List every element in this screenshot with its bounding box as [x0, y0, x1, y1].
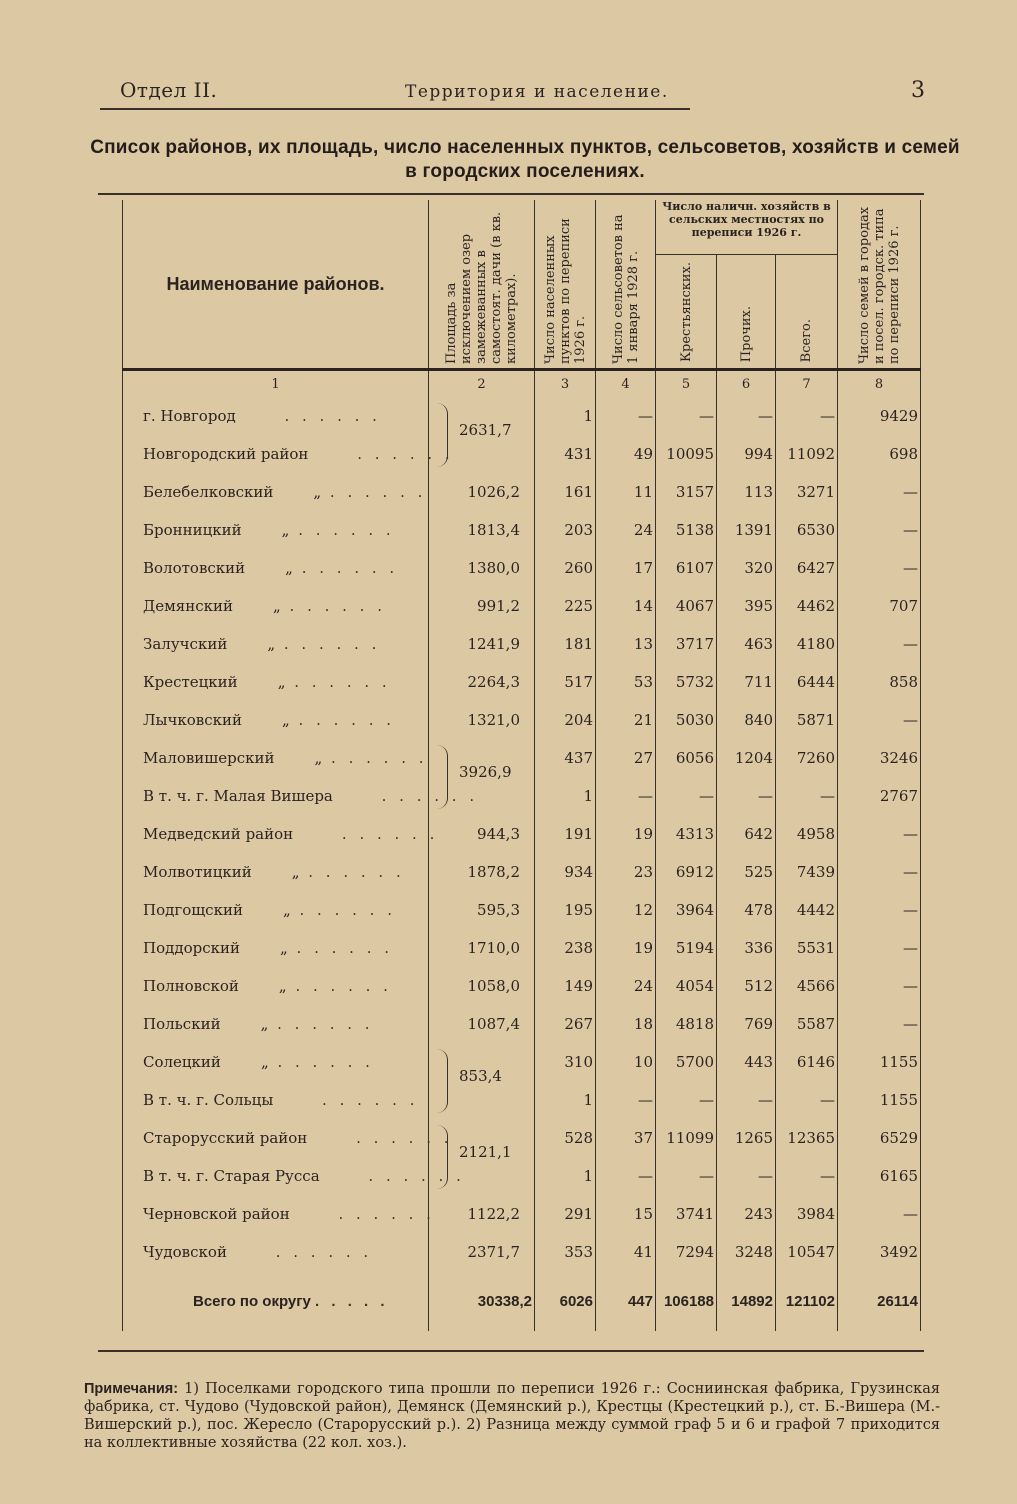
table-row — [123, 1233, 921, 1271]
table-row — [123, 625, 921, 663]
header-name: Наименование районов. — [123, 200, 429, 370]
district-name: Крестецкий „ . . . . . . — [123, 663, 429, 701]
cell-total: — — [776, 777, 838, 815]
cell-selsovets: 11 — [596, 473, 656, 511]
table-row — [123, 739, 921, 777]
cell-total: — — [776, 1157, 838, 1195]
table-row — [123, 587, 921, 625]
district-area: 1122,2 — [429, 1195, 535, 1233]
cell-selsovets: 19 — [596, 929, 656, 967]
cell-peasant: 6912 — [656, 853, 717, 891]
district-name: В т. ч. г. Сольцы . . . . . . — [123, 1081, 429, 1119]
cell-total: — — [776, 1081, 838, 1119]
header-settlements: Число населенных пунктов по переписи 1926 г. — [535, 200, 596, 370]
cell-selsovets: 10 — [596, 1043, 656, 1081]
cell-other: 642 — [717, 815, 776, 853]
district-area — [429, 1043, 535, 1085]
cell-selsovets: — — [596, 777, 656, 815]
cell-other: 478 — [717, 891, 776, 929]
cell-total: 3271 — [776, 473, 838, 511]
district-name: В т. ч. г. Старая Русса . . . . . . — [123, 1157, 429, 1195]
cell-other: 1204 — [717, 739, 776, 777]
district-area: 1058,0 — [429, 967, 535, 1005]
cell-other: 320 — [717, 549, 776, 587]
running-head — [100, 78, 925, 108]
cell-peasant: 5030 — [656, 701, 717, 739]
cell-peasant: 3741 — [656, 1195, 717, 1233]
cell-settlements: 203 — [535, 511, 596, 549]
cell-families: — — [838, 701, 921, 739]
district-area — [429, 1157, 535, 1195]
cell-other: 336 — [717, 929, 776, 967]
cell-other: 512 — [717, 967, 776, 1005]
district-area — [429, 1119, 535, 1161]
cell-families: — — [838, 1005, 921, 1043]
notes — [84, 1380, 940, 1452]
cell-total: 5871 — [776, 701, 838, 739]
table-row — [123, 929, 921, 967]
cell-selsovets: 19 — [596, 815, 656, 853]
cell-selsovets: 13 — [596, 625, 656, 663]
column-number: 3 — [535, 370, 596, 398]
cell-total: 7260 — [776, 739, 838, 777]
cell-peasant: 6056 — [656, 739, 717, 777]
cell-settlements: 934 — [535, 853, 596, 891]
cell-settlements: 260 — [535, 549, 596, 587]
cell-peasant: 5194 — [656, 929, 717, 967]
district-name: Волотовский „ . . . . . . — [123, 549, 429, 587]
cell-other: 769 — [717, 1005, 776, 1043]
cell-other: 840 — [717, 701, 776, 739]
cell-selsovets: — — [596, 1157, 656, 1195]
cell-settlements: 204 — [535, 701, 596, 739]
cell-total: 6444 — [776, 663, 838, 701]
cell-settlements: 353 — [535, 1233, 596, 1271]
braced-area-value: 2121,1 — [459, 1143, 512, 1161]
cell-settlements: 1 — [535, 1157, 596, 1195]
table-row — [123, 473, 921, 511]
cell-other: 243 — [717, 1195, 776, 1233]
cell-settlements: 225 — [535, 587, 596, 625]
district-name: Лычковский „ . . . . . . — [123, 701, 429, 739]
table-row — [123, 435, 921, 473]
cell-settlements: 191 — [535, 815, 596, 853]
cell-peasant: 3717 — [656, 625, 717, 663]
section-label: Отдел II. — [120, 78, 218, 102]
cell-selsovets: 17 — [596, 549, 656, 587]
page-number: 3 — [911, 78, 925, 103]
cell-total: 11092 — [776, 435, 838, 473]
cell-total: 4442 — [776, 891, 838, 929]
district-name: г. Новгород . . . . . . — [123, 397, 429, 435]
district-area: 595,3 — [429, 891, 535, 929]
district-area: 2371,7 — [429, 1233, 535, 1271]
cell-families: — — [838, 891, 921, 929]
cell-families: 2767 — [838, 777, 921, 815]
cell-other: 3248 — [717, 1233, 776, 1271]
table-row — [123, 1195, 921, 1233]
column-number: 2 — [429, 370, 535, 398]
cell-peasant: — — [656, 1081, 717, 1119]
cell-selsovets: 15 — [596, 1195, 656, 1233]
cell-selsovets: 18 — [596, 1005, 656, 1043]
cell-families: 3492 — [838, 1233, 921, 1271]
cell-other: 463 — [717, 625, 776, 663]
cell-selsovets: 14 — [596, 587, 656, 625]
district-area: 1026,2 — [429, 473, 535, 511]
cell-total: 12365 — [776, 1119, 838, 1157]
cell-total: 6427 — [776, 549, 838, 587]
cell-selsovets: 53 — [596, 663, 656, 701]
cell-peasant: 6107 — [656, 549, 717, 587]
cell-families: — — [838, 511, 921, 549]
table-row — [123, 701, 921, 739]
cell-peasant: 11099 — [656, 1119, 717, 1157]
district-area — [429, 1081, 535, 1119]
total-row — [123, 1271, 921, 1331]
column-number-row — [123, 370, 921, 398]
total-selsovets: 447 — [596, 1271, 656, 1331]
cell-families: — — [838, 473, 921, 511]
braced-area-value: 853,4 — [459, 1067, 502, 1085]
table-row — [123, 1157, 921, 1195]
district-area: 1321,0 — [429, 701, 535, 739]
district-area: 1710,0 — [429, 929, 535, 967]
district-name: Новгородский район . . . . . . — [123, 435, 429, 473]
table-row — [123, 815, 921, 853]
table-row — [123, 1005, 921, 1043]
cell-other: 1391 — [717, 511, 776, 549]
district-name: Солецкий „ . . . . . . — [123, 1043, 429, 1081]
cell-other: 1265 — [717, 1119, 776, 1157]
district-name: Демянский „ . . . . . . — [123, 587, 429, 625]
cell-peasant: 4313 — [656, 815, 717, 853]
cell-peasant: 10095 — [656, 435, 717, 473]
cell-peasant: 3157 — [656, 473, 717, 511]
district-area — [429, 435, 535, 473]
districts-table — [122, 200, 921, 1331]
column-number: 5 — [656, 370, 717, 398]
table-body — [123, 397, 921, 1271]
cell-other: 395 — [717, 587, 776, 625]
cell-total: 4958 — [776, 815, 838, 853]
column-number: 6 — [717, 370, 776, 398]
cell-other: 994 — [717, 435, 776, 473]
district-area — [429, 739, 535, 781]
cell-families: 6165 — [838, 1157, 921, 1195]
cell-peasant: 5732 — [656, 663, 717, 701]
cell-total: 3984 — [776, 1195, 838, 1233]
cell-selsovets: 49 — [596, 435, 656, 473]
total-area: 30338,2 — [429, 1271, 535, 1331]
cell-selsovets: 21 — [596, 701, 656, 739]
cell-selsovets: 24 — [596, 511, 656, 549]
cell-peasant: 4067 — [656, 587, 717, 625]
column-number: 8 — [838, 370, 921, 398]
cell-settlements: 1 — [535, 1081, 596, 1119]
cell-families: — — [838, 549, 921, 587]
cell-settlements: 161 — [535, 473, 596, 511]
cell-selsovets: 12 — [596, 891, 656, 929]
cell-peasant: — — [656, 1157, 717, 1195]
cell-other: 443 — [717, 1043, 776, 1081]
cell-other: 711 — [717, 663, 776, 701]
table-row — [123, 967, 921, 1005]
cell-total: — — [776, 397, 838, 435]
district-name: Белебелковский „ . . . . . . — [123, 473, 429, 511]
district-name: Подгощский „ . . . . . . — [123, 891, 429, 929]
cell-selsovets: 37 — [596, 1119, 656, 1157]
header-rule — [100, 108, 690, 110]
cell-families: 9429 — [838, 397, 921, 435]
cell-total: 4180 — [776, 625, 838, 663]
cell-peasant: 5700 — [656, 1043, 717, 1081]
table-row — [123, 1081, 921, 1119]
district-name: Поддорский „ . . . . . . — [123, 929, 429, 967]
total-peasant: 106188 — [656, 1271, 717, 1331]
cell-settlements: 431 — [535, 435, 596, 473]
table-row — [123, 1119, 921, 1157]
table-row — [123, 663, 921, 701]
district-area — [429, 397, 535, 439]
braced-area-value: 3926,9 — [459, 763, 512, 781]
district-area: 991,2 — [429, 587, 535, 625]
cell-settlements: 1 — [535, 777, 596, 815]
cell-families: — — [838, 967, 921, 1005]
cell-peasant: 7294 — [656, 1233, 717, 1271]
cell-other: — — [717, 777, 776, 815]
cell-peasant: 4818 — [656, 1005, 717, 1043]
cell-peasant: 3964 — [656, 891, 717, 929]
district-name: Польский „ . . . . . . — [123, 1005, 429, 1043]
cell-other: 113 — [717, 473, 776, 511]
column-number: 7 — [776, 370, 838, 398]
header-families: Число семей в городах и посел. городск. типа по переписи 1926 г. — [838, 200, 921, 370]
district-area: 1878,2 — [429, 853, 535, 891]
cell-total: 6530 — [776, 511, 838, 549]
table-row — [123, 853, 921, 891]
cell-settlements: 149 — [535, 967, 596, 1005]
cell-families: 1155 — [838, 1081, 921, 1119]
table-row — [123, 1043, 921, 1081]
cell-settlements: 437 — [535, 739, 596, 777]
cell-total: 4566 — [776, 967, 838, 1005]
district-name: Черновской район . . . . . . — [123, 1195, 429, 1233]
notes-label: Примечания: — [84, 1381, 179, 1397]
cell-families: 698 — [838, 435, 921, 473]
cell-other: 525 — [717, 853, 776, 891]
cell-families: 1155 — [838, 1043, 921, 1081]
cell-total: 7439 — [776, 853, 838, 891]
cell-settlements: 267 — [535, 1005, 596, 1043]
notes-text: 1) Поселками городского типа прошли по переписи 1926 г.: Сосниинская фабрика, Грузинская фабрика, ст. Чудово (Чудовской район), Демянск (Демянский р.), Крестцы (Крестецкий р.), ст. Б.-Вишера (М.-Вишерский р.), пос. Жересло (Старорусский р.). 2) Разница между суммой граф 5 и 6 и графой 7 приходится на коллективные хозяйства (22 кол. хоз.). — [84, 1381, 941, 1451]
cell-total: 5587 — [776, 1005, 838, 1043]
cell-peasant: 5138 — [656, 511, 717, 549]
cell-settlements: 181 — [535, 625, 596, 663]
cell-selsovets: 23 — [596, 853, 656, 891]
cell-settlements: 195 — [535, 891, 596, 929]
column-number: 1 — [123, 370, 429, 398]
district-name: Залучский „ . . . . . . — [123, 625, 429, 663]
cell-settlements: 528 — [535, 1119, 596, 1157]
cell-families: — — [838, 815, 921, 853]
table-title: Список районов, их площадь, число населенных пунктов, сельсоветов, хозяйств и семей в городских поселениях. — [90, 137, 960, 182]
district-name: Маловишерский „ . . . . . . — [123, 739, 429, 777]
table-row — [123, 777, 921, 815]
header-peasant: Крестьянских. — [656, 255, 717, 370]
braced-area-value: 2631,7 — [459, 421, 512, 439]
cell-total: 6146 — [776, 1043, 838, 1081]
header-households-group: Число наличн. хозяйств в сельских местностях по переписи 1926 г. — [656, 200, 838, 255]
cell-selsovets: 41 — [596, 1233, 656, 1271]
table-row — [123, 397, 921, 435]
cell-peasant: 4054 — [656, 967, 717, 1005]
table-row — [123, 511, 921, 549]
cell-peasant: — — [656, 777, 717, 815]
district-area: 1241,9 — [429, 625, 535, 663]
cell-peasant: — — [656, 397, 717, 435]
district-name: В т. ч. г. Малая Вишера . . . . . . — [123, 777, 429, 815]
total-total: 121102 — [776, 1271, 838, 1331]
cell-total: 4462 — [776, 587, 838, 625]
district-area — [429, 777, 535, 815]
district-name: Медведский район . . . . . . — [123, 815, 429, 853]
district-area: 1813,4 — [429, 511, 535, 549]
total-other: 14892 — [717, 1271, 776, 1331]
table-top-rule — [98, 193, 924, 195]
district-name: Полновской „ . . . . . . — [123, 967, 429, 1005]
header-area: Площадь за исключением озер замежеванных в самостоят. дачи (в кв. километрах). — [429, 200, 535, 370]
cell-other: — — [717, 1157, 776, 1195]
header-other: Прочих. — [717, 255, 776, 370]
district-area: 944,3 — [429, 815, 535, 853]
table-row — [123, 549, 921, 587]
total-label: Всего по округу . . . . . — [123, 1271, 429, 1331]
district-area: 1087,4 — [429, 1005, 535, 1043]
cell-selsovets: 24 — [596, 967, 656, 1005]
total-settlements: 6026 — [535, 1271, 596, 1331]
cell-settlements: 291 — [535, 1195, 596, 1233]
district-name: Чудовской . . . . . . — [123, 1233, 429, 1271]
cell-selsovets: — — [596, 1081, 656, 1119]
cell-other: — — [717, 397, 776, 435]
district-name: Старорусский район . . . . . . — [123, 1119, 429, 1157]
header-total: Всего. — [776, 255, 838, 370]
chapter-title: Территория и население. — [405, 82, 669, 102]
cell-settlements: 517 — [535, 663, 596, 701]
cell-families: 3246 — [838, 739, 921, 777]
district-area: 1380,0 — [429, 549, 535, 587]
cell-families: 858 — [838, 663, 921, 701]
cell-families: — — [838, 929, 921, 967]
cell-total: 10547 — [776, 1233, 838, 1271]
table-row — [123, 891, 921, 929]
cell-selsovets: — — [596, 397, 656, 435]
cell-families: 6529 — [838, 1119, 921, 1157]
cell-families: — — [838, 1195, 921, 1233]
total-families: 26114 — [838, 1271, 921, 1331]
district-area: 2264,3 — [429, 663, 535, 701]
table-bottom-rule — [98, 1350, 924, 1352]
cell-settlements: 310 — [535, 1043, 596, 1081]
column-number: 4 — [596, 370, 656, 398]
district-name: Молвотицкий „ . . . . . . — [123, 853, 429, 891]
district-name: Бронницкий „ . . . . . . — [123, 511, 429, 549]
cell-settlements: 238 — [535, 929, 596, 967]
cell-families: 707 — [838, 587, 921, 625]
cell-selsovets: 27 — [596, 739, 656, 777]
header-selsovets: Число сельсоветов на 1 января 1928 г. — [596, 200, 656, 370]
cell-families: — — [838, 625, 921, 663]
cell-other: — — [717, 1081, 776, 1119]
cell-families: — — [838, 853, 921, 891]
cell-settlements: 1 — [535, 397, 596, 435]
cell-total: 5531 — [776, 929, 838, 967]
